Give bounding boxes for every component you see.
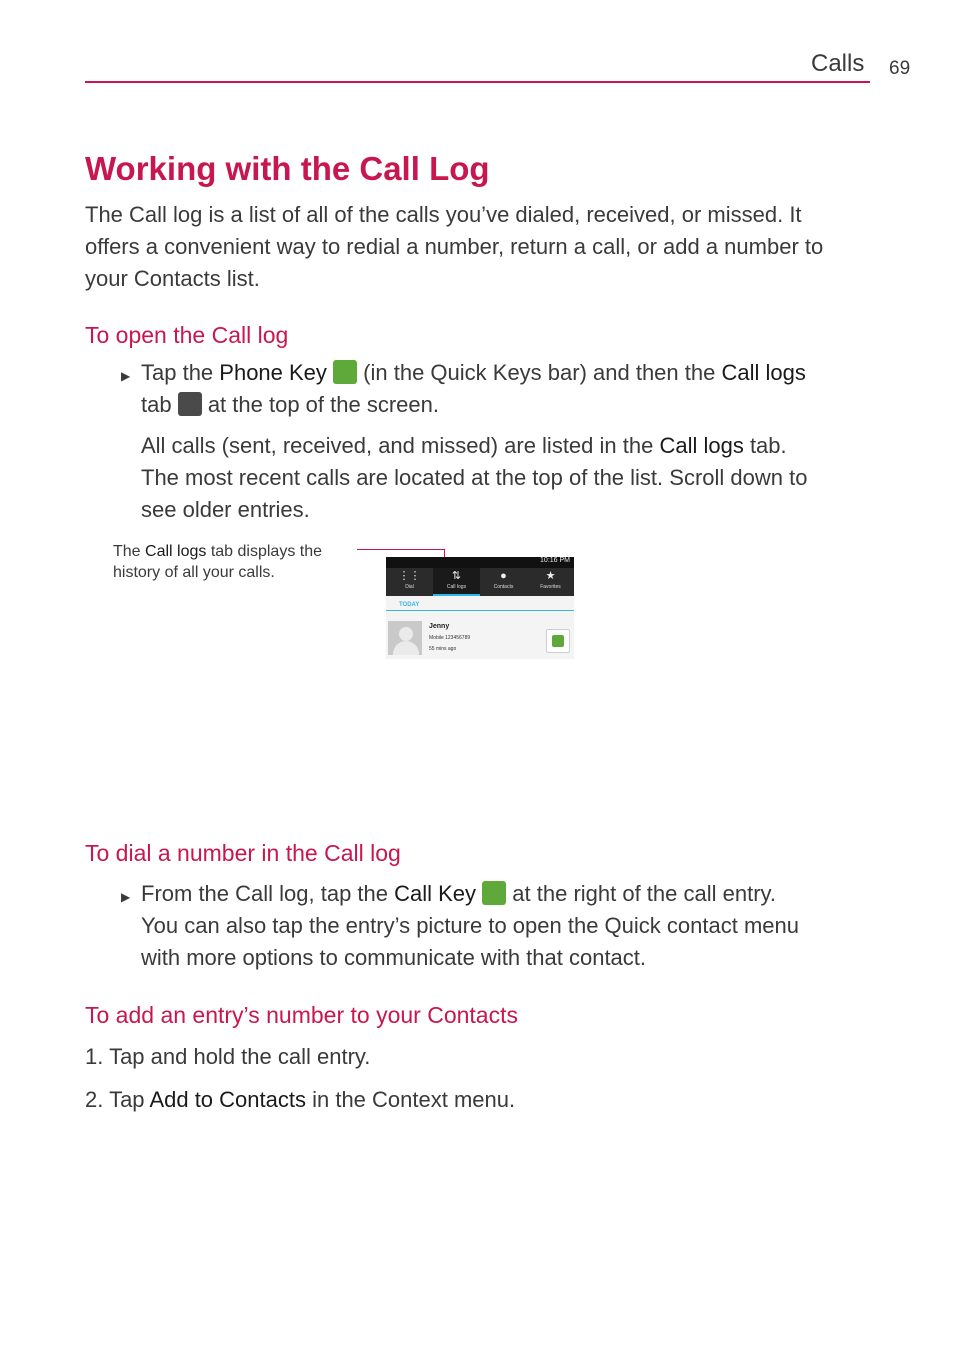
contacts-icon: ● [500,570,507,582]
heading-dial-from-log: To dial a number in the Call log [85,840,401,866]
avatar-head [399,627,413,641]
call-logs-icon: ⇅ [451,570,462,582]
call-key-icon [482,881,506,905]
open-step-line-1: Tap the Phone Key (in the Quick Keys bar) and then the Call logs [141,360,806,385]
open-note-line-1: All calls (sent, received, and missed) are listed in the Call logs tab. [141,433,787,458]
intro-line: offers a convenient way to redial a number, return a call, or add a number to [85,234,824,259]
heading-open-call-log: To open the Call log [85,322,289,348]
tab-favorites[interactable]: ★ Favorites [527,568,574,596]
tab-bar [386,568,574,596]
avatar-body [393,641,419,655]
dial-line-3: with more options to communicate with that contact. [141,945,647,970]
tab-call-logs[interactable]: ⇅ Call logs [433,568,480,596]
heading-add-to-contacts: To add an entry’s number to your Contacts [85,1002,518,1028]
page-title: Working with the Call Log [85,150,490,187]
call-key-label: Call Key [394,881,477,906]
open-step-line-2: tab at the top of the screen. [141,392,439,417]
add-to-contacts-label: Add to Contacts [149,1087,306,1112]
running-header-section: Calls [811,50,865,77]
call-logs-label: Call logs [659,433,744,458]
dial-line-1: From the Call log, tap the Call Key at the right of the call entry. [141,881,777,906]
phone-icon [552,635,564,647]
contact-avatar[interactable] [388,621,422,655]
page-number: 69 [889,58,911,79]
call-log-screenshot [386,557,574,659]
figure-caption: The Call logs tab displays the history of all your calls. [113,543,322,581]
add-step-2: 2. Tap Add to Contacts in the Context menu. [85,1087,516,1112]
call-button[interactable] [546,629,570,653]
entry-number-line: Mobile 123456789 [429,635,471,641]
callout-line [357,549,445,550]
open-note-line-2: The most recent calls are located at the top of the list. Scroll down to [141,465,808,490]
bullet-arrow-icon: ▶ [121,369,131,383]
section-label-today: TODAY [399,602,420,608]
tab-contacts[interactable]: ● Contacts [480,568,527,596]
phone-key-icon [333,360,357,384]
open-note-line-3: see older entries. [141,497,310,522]
tab-dial[interactable]: ⋮⋮ Dial [386,568,433,596]
entry-time: 55 mins ago [429,646,457,652]
status-time: 10:16 PM [540,557,570,564]
bullet-arrow-icon: ▶ [121,890,131,904]
dial-line-2: You can also tap the entry’s picture to open the Quick contact menu [141,913,799,938]
call-logs-tab-icon [178,392,202,416]
call-logs-label: Call logs [721,360,806,385]
header-rule [85,81,870,83]
intro-paragraph [85,199,885,295]
add-step-1: 1. Tap and hold the call entry. [85,1044,371,1069]
star-icon: ★ [545,570,556,582]
intro-line: your Contacts list. [85,266,260,291]
dialpad-icon: ⋮⋮ [398,570,421,582]
intro-line: The Call log is a list of all of the calls you’ve dialed, received, or missed. It [85,202,802,227]
status-bar [386,557,574,568]
phone-key-label: Phone Key [219,360,327,385]
entry-contact-name[interactable]: Jenny [429,623,450,630]
